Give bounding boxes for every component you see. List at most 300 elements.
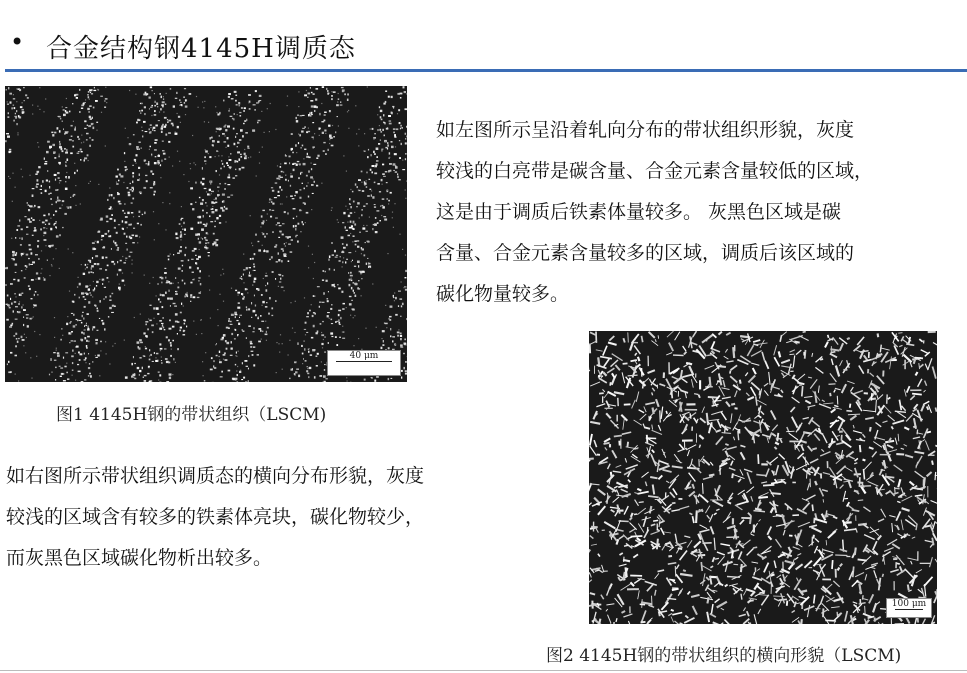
texture-speck [254,278,256,280]
texture-speck [32,235,34,236]
texture-speck [184,323,186,325]
texture-needle [792,397,800,403]
texture-speck [161,356,162,357]
texture-speck [153,194,155,196]
texture-speck [198,107,199,108]
scale-bar-40um [327,350,401,376]
texture-speck [143,377,144,378]
texture-speck [82,312,84,313]
texture-speck [55,248,56,249]
texture-speck [377,222,379,224]
texture-speck [387,253,388,254]
texture-needle [792,417,798,428]
texture-speck [21,336,23,339]
texture-speck [290,173,291,174]
texture-speck [6,133,9,134]
texture-speck [31,252,33,254]
texture-speck [367,86,368,87]
texture-needle [733,437,734,441]
texture-needle [675,332,680,341]
texture-speck [276,244,278,246]
texture-needle [746,393,749,396]
texture-speck [146,335,148,337]
texture-speck [69,111,70,113]
texture-speck [35,174,37,175]
texture-needle [623,614,632,617]
texture-speck [161,131,163,133]
texture-speck [184,102,185,104]
texture-speck [163,153,166,155]
texture-speck [395,297,397,299]
texture-speck [335,336,337,338]
texture-speck [404,343,406,345]
texture-speck [19,238,20,239]
texture-speck [52,134,54,136]
texture-speck [366,263,367,265]
texture-needle [847,381,855,384]
texture-speck [154,105,156,107]
texture-needle [652,596,653,606]
texture-speck [404,367,405,369]
texture-speck [354,223,356,225]
texture-speck [395,314,398,316]
texture-speck [329,110,331,112]
texture-needle [766,469,769,477]
texture-speck [197,216,199,217]
texture-speck [172,340,174,342]
texture-speck [18,311,21,313]
texture-speck [313,93,315,95]
texture-speck [201,333,202,334]
texture-needle [594,440,597,447]
texture-speck [50,198,52,200]
texture-speck [50,359,51,360]
texture-speck [297,161,300,162]
texture-speck [269,297,271,299]
texture-speck [329,268,331,270]
texture-speck [306,175,308,177]
texture-speck [242,331,244,332]
texture-speck [99,375,100,376]
texture-needle [666,481,669,483]
texture-needle [619,536,624,539]
texture-speck [271,315,273,316]
texture-needle [931,501,938,504]
texture-speck [181,226,182,227]
texture-needle [815,367,823,373]
texture-speck [149,305,151,306]
texture-speck [281,260,282,262]
texture-speck [254,253,256,255]
texture-speck [206,212,208,213]
texture-speck [276,178,278,180]
texture-speck [234,312,237,314]
texture-speck [196,258,199,260]
texture-speck [225,208,227,210]
texture-speck [90,262,92,264]
texture-speck [283,172,284,173]
texture-speck [177,113,178,114]
texture-speck [376,156,378,158]
texture-speck [385,171,388,172]
texture-speck [236,133,238,134]
texture-speck [151,155,152,156]
texture-speck [349,198,350,200]
texture-speck [314,110,315,112]
texture-speck [353,317,354,318]
texture-speck [23,317,24,318]
texture-speck [204,121,205,122]
texture-speck [36,186,38,188]
texture-needle [644,378,649,383]
texture-speck [169,290,170,292]
texture-speck [295,225,297,227]
texture-speck [166,282,169,283]
texture-speck [316,332,318,334]
texture-speck [84,330,85,331]
texture-speck [160,301,162,303]
texture-speck [401,305,402,307]
texture-speck [84,353,85,355]
texture-speck [224,352,226,354]
texture-speck [200,181,202,183]
texture-speck [219,222,221,224]
texture-needle [688,591,691,594]
texture-speck [38,166,40,168]
texture-speck [302,128,305,129]
texture-needle [816,604,820,611]
texture-speck [331,210,332,211]
texture-needle [840,564,842,567]
texture-speck [113,240,114,242]
texture-speck [228,110,229,112]
texture-speck [212,140,215,142]
texture-speck [329,318,330,319]
texture-speck [120,260,122,262]
texture-needle [717,602,727,608]
texture-speck [22,109,24,111]
texture-needle [614,486,618,488]
texture-speck [195,164,196,165]
texture-speck [107,277,109,278]
texture-speck [115,343,116,344]
texture-needle [657,460,659,472]
texture-speck [223,100,224,102]
texture-speck [168,255,170,257]
texture-needle [709,475,715,476]
texture-speck [303,158,304,159]
texture-speck [154,239,155,240]
texture-speck [200,203,203,205]
texture-speck [382,173,385,175]
texture-speck [119,284,120,285]
texture-speck [161,362,163,364]
texture-speck [5,140,6,142]
texture-needle [812,505,813,512]
texture-speck [36,356,37,357]
texture-speck [393,170,395,171]
texture-speck [97,355,100,357]
texture-speck [24,334,25,335]
texture-speck [307,373,309,375]
texture-speck [238,295,239,296]
texture-speck [199,197,201,198]
texture-speck [234,338,236,339]
texture-speck [380,205,381,206]
texture-speck [380,131,382,132]
texture-speck [58,162,61,164]
texture-speck [22,176,23,177]
texture-speck [217,113,219,115]
texture-needle [935,559,937,565]
texture-speck [357,288,360,289]
texture-speck [28,205,30,206]
texture-speck [228,328,230,329]
texture-speck [77,136,79,138]
texture-speck [335,257,338,258]
texture-needle [780,439,782,443]
texture-speck [15,319,18,320]
texture-speck [21,228,23,230]
texture-speck [65,152,68,154]
texture-speck [219,135,220,136]
texture-speck [168,259,170,261]
texture-speck [322,279,324,281]
texture-speck [27,202,28,204]
texture-needle [792,611,795,613]
texture-needle [858,559,867,560]
texture-speck [269,202,270,203]
texture-speck [38,258,39,259]
texture-speck [372,128,374,130]
texture-speck [125,166,127,168]
texture-speck [286,242,287,243]
texture-speck [151,115,152,116]
texture-speck [201,237,202,238]
texture-speck [354,266,356,267]
texture-speck [124,213,126,214]
texture-needle [791,407,795,412]
texture-needle [802,386,803,396]
texture-needle [789,433,798,440]
texture-speck [119,174,121,176]
texture-speck [91,89,92,91]
texture-speck [156,307,159,310]
texture-needle [853,391,863,394]
texture-speck [54,223,56,224]
texture-needle [832,438,833,442]
texture-speck [222,163,223,165]
texture-speck [11,258,14,259]
texture-speck [314,105,317,108]
texture-speck [382,330,385,332]
texture-speck [400,97,402,98]
texture-speck [81,322,83,324]
texture-needle [787,601,788,606]
texture-speck [149,149,150,150]
texture-speck [166,336,168,338]
texture-speck [86,133,89,135]
texture-speck [107,265,109,267]
texture-speck [113,197,114,199]
texture-speck [180,231,182,233]
texture-needle [641,622,646,623]
texture-needle [782,332,787,336]
texture-speck [349,303,352,305]
texture-needle [630,517,632,520]
texture-speck [354,212,355,213]
texture-speck [405,133,407,135]
texture-needle [724,620,729,625]
texture-speck [176,292,177,293]
texture-speck [363,206,365,207]
texture-speck [159,320,162,321]
texture-needle [876,353,878,359]
texture-needle [860,445,861,452]
texture-needle [617,489,619,494]
texture-needle [616,465,622,467]
texture-speck [148,163,150,166]
texture-speck [66,149,67,152]
texture-speck [333,136,334,138]
texture-speck [84,306,86,308]
texture-speck [136,122,138,124]
texture-needle [611,510,615,512]
texture-speck [150,127,151,128]
texture-needle [901,448,904,449]
texture-needle [699,530,709,533]
texture-speck [375,231,378,233]
texture-speck [308,182,309,183]
texture-speck [64,213,67,215]
texture-speck [90,292,91,294]
texture-needle [820,596,823,605]
texture-needle [671,610,674,611]
texture-speck [105,341,106,342]
texture-needle [715,558,719,559]
texture-speck [54,317,55,318]
texture-speck [170,298,173,300]
texture-speck [374,204,376,205]
texture-speck [329,256,331,259]
texture-speck [204,156,206,158]
texture-speck [88,326,89,328]
texture-needle [774,599,779,602]
texture-needle [883,421,888,423]
texture-speck [219,127,220,128]
texture-speck [391,378,393,379]
texture-speck [388,378,390,380]
texture-speck [362,190,364,192]
texture-speck [29,175,30,176]
texture-speck [221,155,222,156]
texture-speck [88,375,90,376]
texture-speck [216,170,217,172]
texture-speck [160,93,161,95]
texture-needle [933,521,936,529]
texture-speck [147,328,149,330]
texture-needle [881,509,886,518]
texture-speck [172,165,173,166]
texture-speck [388,96,390,98]
texture-speck [381,338,382,339]
texture-speck [43,277,44,278]
texture-speck [262,305,263,306]
texture-speck [16,88,17,89]
texture-speck [77,319,78,321]
texture-speck [141,110,143,112]
texture-speck [192,272,194,273]
texture-needle [743,590,746,595]
texture-speck [405,370,407,371]
texture-needle [589,574,590,576]
texture-speck [272,190,274,192]
texture-needle [653,520,658,521]
texture-speck [92,242,95,244]
texture-speck [334,286,336,287]
texture-speck [252,258,254,260]
texture-needle [608,615,611,623]
texture-needle [871,393,872,401]
texture-speck [41,250,42,251]
texture-speck [132,198,134,200]
texture-needle [714,395,720,402]
texture-needle [915,358,923,359]
texture-speck [9,307,11,309]
texture-needle [919,363,920,369]
texture-needle [751,496,753,501]
texture-needle [599,619,601,624]
texture-needle [740,380,741,384]
texture-speck [160,350,161,351]
texture-speck [45,161,48,162]
texture-needle [598,489,606,495]
texture-needle [747,397,754,400]
texture-speck [33,207,34,208]
texture-speck [357,246,359,248]
texture-speck [248,326,251,327]
texture-speck [88,367,90,369]
texture-speck [10,325,12,327]
texture-speck [218,325,219,326]
texture-speck [180,327,182,329]
texture-needle [823,550,834,553]
texture-speck [183,319,185,321]
texture-speck [236,352,237,354]
texture-needle [620,553,623,555]
texture-speck [338,125,339,126]
texture-needle [931,523,932,527]
texture-speck [93,272,94,273]
texture-needle [848,505,854,509]
texture-speck [311,112,313,114]
texture-speck [185,106,188,108]
texture-speck [12,107,13,109]
texture-speck [405,361,407,363]
texture-needle [628,375,638,376]
texture-speck [317,286,320,287]
texture-speck [198,256,201,258]
texture-needle [606,413,611,418]
texture-speck [271,187,273,188]
texture-speck [246,309,248,311]
texture-speck [329,139,330,140]
texture-speck [267,282,268,284]
texture-needle [791,336,803,340]
texture-needle [837,396,838,405]
texture-speck [69,342,70,343]
texture-speck [47,259,48,261]
